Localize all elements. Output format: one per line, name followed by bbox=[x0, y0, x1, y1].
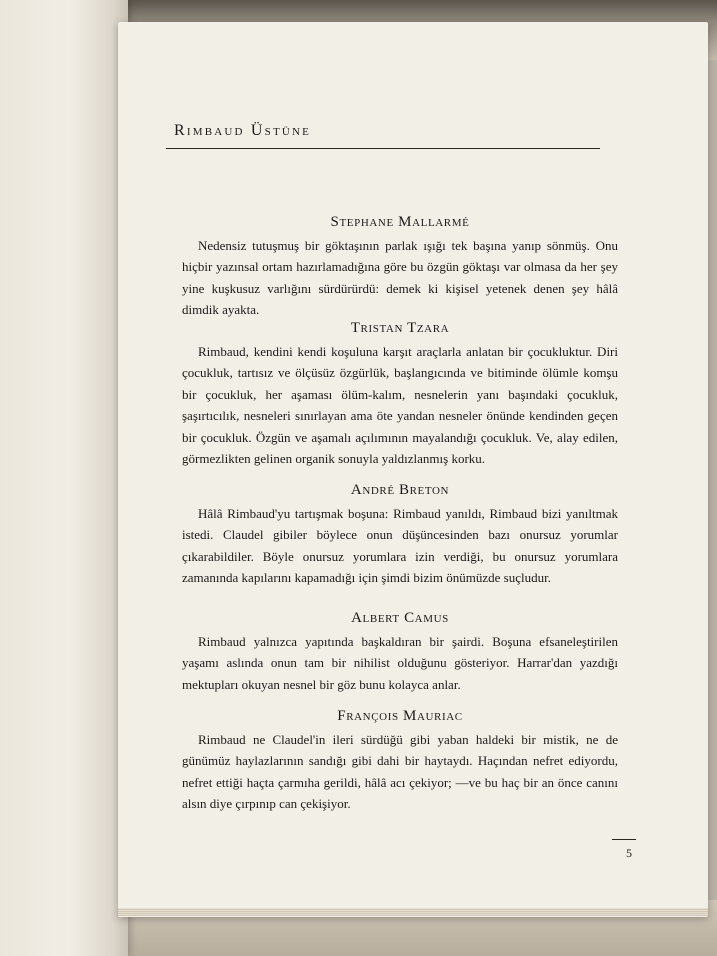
quote-text: Rimbaud yalnızca yapıtında başkaldıran bir şairdi. Boşuna efsaneleştirilen yaşamı aslında onun tam bir nihilist olduğunu gösteriyor. Harrar'dan yazdığı mektupları okuyan nesnel bir göz bunu kolayca anlar. bbox=[182, 634, 618, 692]
author-heading: Stephane Mallarmé bbox=[330, 214, 470, 230]
running-head: Rimbaud Üstüne bbox=[174, 122, 312, 139]
author-heading: André Breton bbox=[350, 482, 450, 498]
running-head-rule bbox=[166, 148, 600, 149]
section-mauriac bbox=[182, 708, 618, 815]
quote-text: Rimbaud ne Claudel'in ileri sürdüğü gibi yaban haldeki bir mistik, ne de günümüz haylazlarının sandığı gibi dahi bir haytaydı. Haçından nefret ediyordu, nefret ettiği haçta çarmıha gerildi, hâlâ acı çekiyor; —ve bu haç bir an önce canını alsın diye çırpınıp can çekişiyor. bbox=[182, 732, 618, 812]
section-breton bbox=[182, 482, 618, 589]
left-page bbox=[0, 0, 128, 956]
author-heading: François Mauriac bbox=[337, 708, 463, 724]
page-number-rule bbox=[612, 839, 636, 840]
section-mallarme bbox=[182, 214, 618, 321]
author-heading: Tristan Tzara bbox=[350, 320, 450, 336]
book-page bbox=[118, 22, 708, 917]
page-number: 5 bbox=[626, 846, 632, 860]
section-camus bbox=[182, 610, 618, 695]
page-stack-edge bbox=[118, 908, 708, 916]
quote-text: Nedensiz tutuşmuş bir göktaşının parlak ışığı tek başına yanıp sönmüş. Onu hiçbir yazınsal ortam hazırlamadığına göre bu özgün göktaşı var olmasa da her şey yine kuşkusuz varlığını sürdürürdü: demek ki kişisel yetenek denen şey hâlâ dimdik ayakta. bbox=[182, 238, 618, 318]
section-tzara bbox=[182, 320, 618, 469]
quote-text: Rimbaud, kendini kendi koşuluna karşıt araçlarla anlatan bir çocukluktur. Diri çocukluk, tartısız ve ölçüsüz özgürlük, başlangıcında ve bitiminde ölümle komşu bir çocukluk, her aşaması ölüm-kalım, nesnelerin yanı başındaki çocukluk, şaşırtıcılık, nesneleri sınırlayan ama öte yandan nesneler önünde kendinden geçen bir çocukluk. Özgün ve aşamalı açılımının mayalandığı çocukluk. Ve, alay edilen, görmezlikten gelinen organik sonuyla yaldızlanmış korku. bbox=[182, 344, 618, 467]
quote-text: Hâlâ Rimbaud'yu tartışmak boşuna: Rimbaud yanıldı, Rimbaud bizi yanıltmak istedi. Claudel gibiler böylece onun düşüncesinden bazı onursuz yorumlar çıkarabildiler. Böyle onursuz yorumlara izin verdiği, bu onursuz yorumlara zamanında kapılarını kapamadığı için şimdi bizim önümüzde suçludur. bbox=[182, 506, 618, 586]
author-heading: Albert Camus bbox=[351, 610, 449, 626]
